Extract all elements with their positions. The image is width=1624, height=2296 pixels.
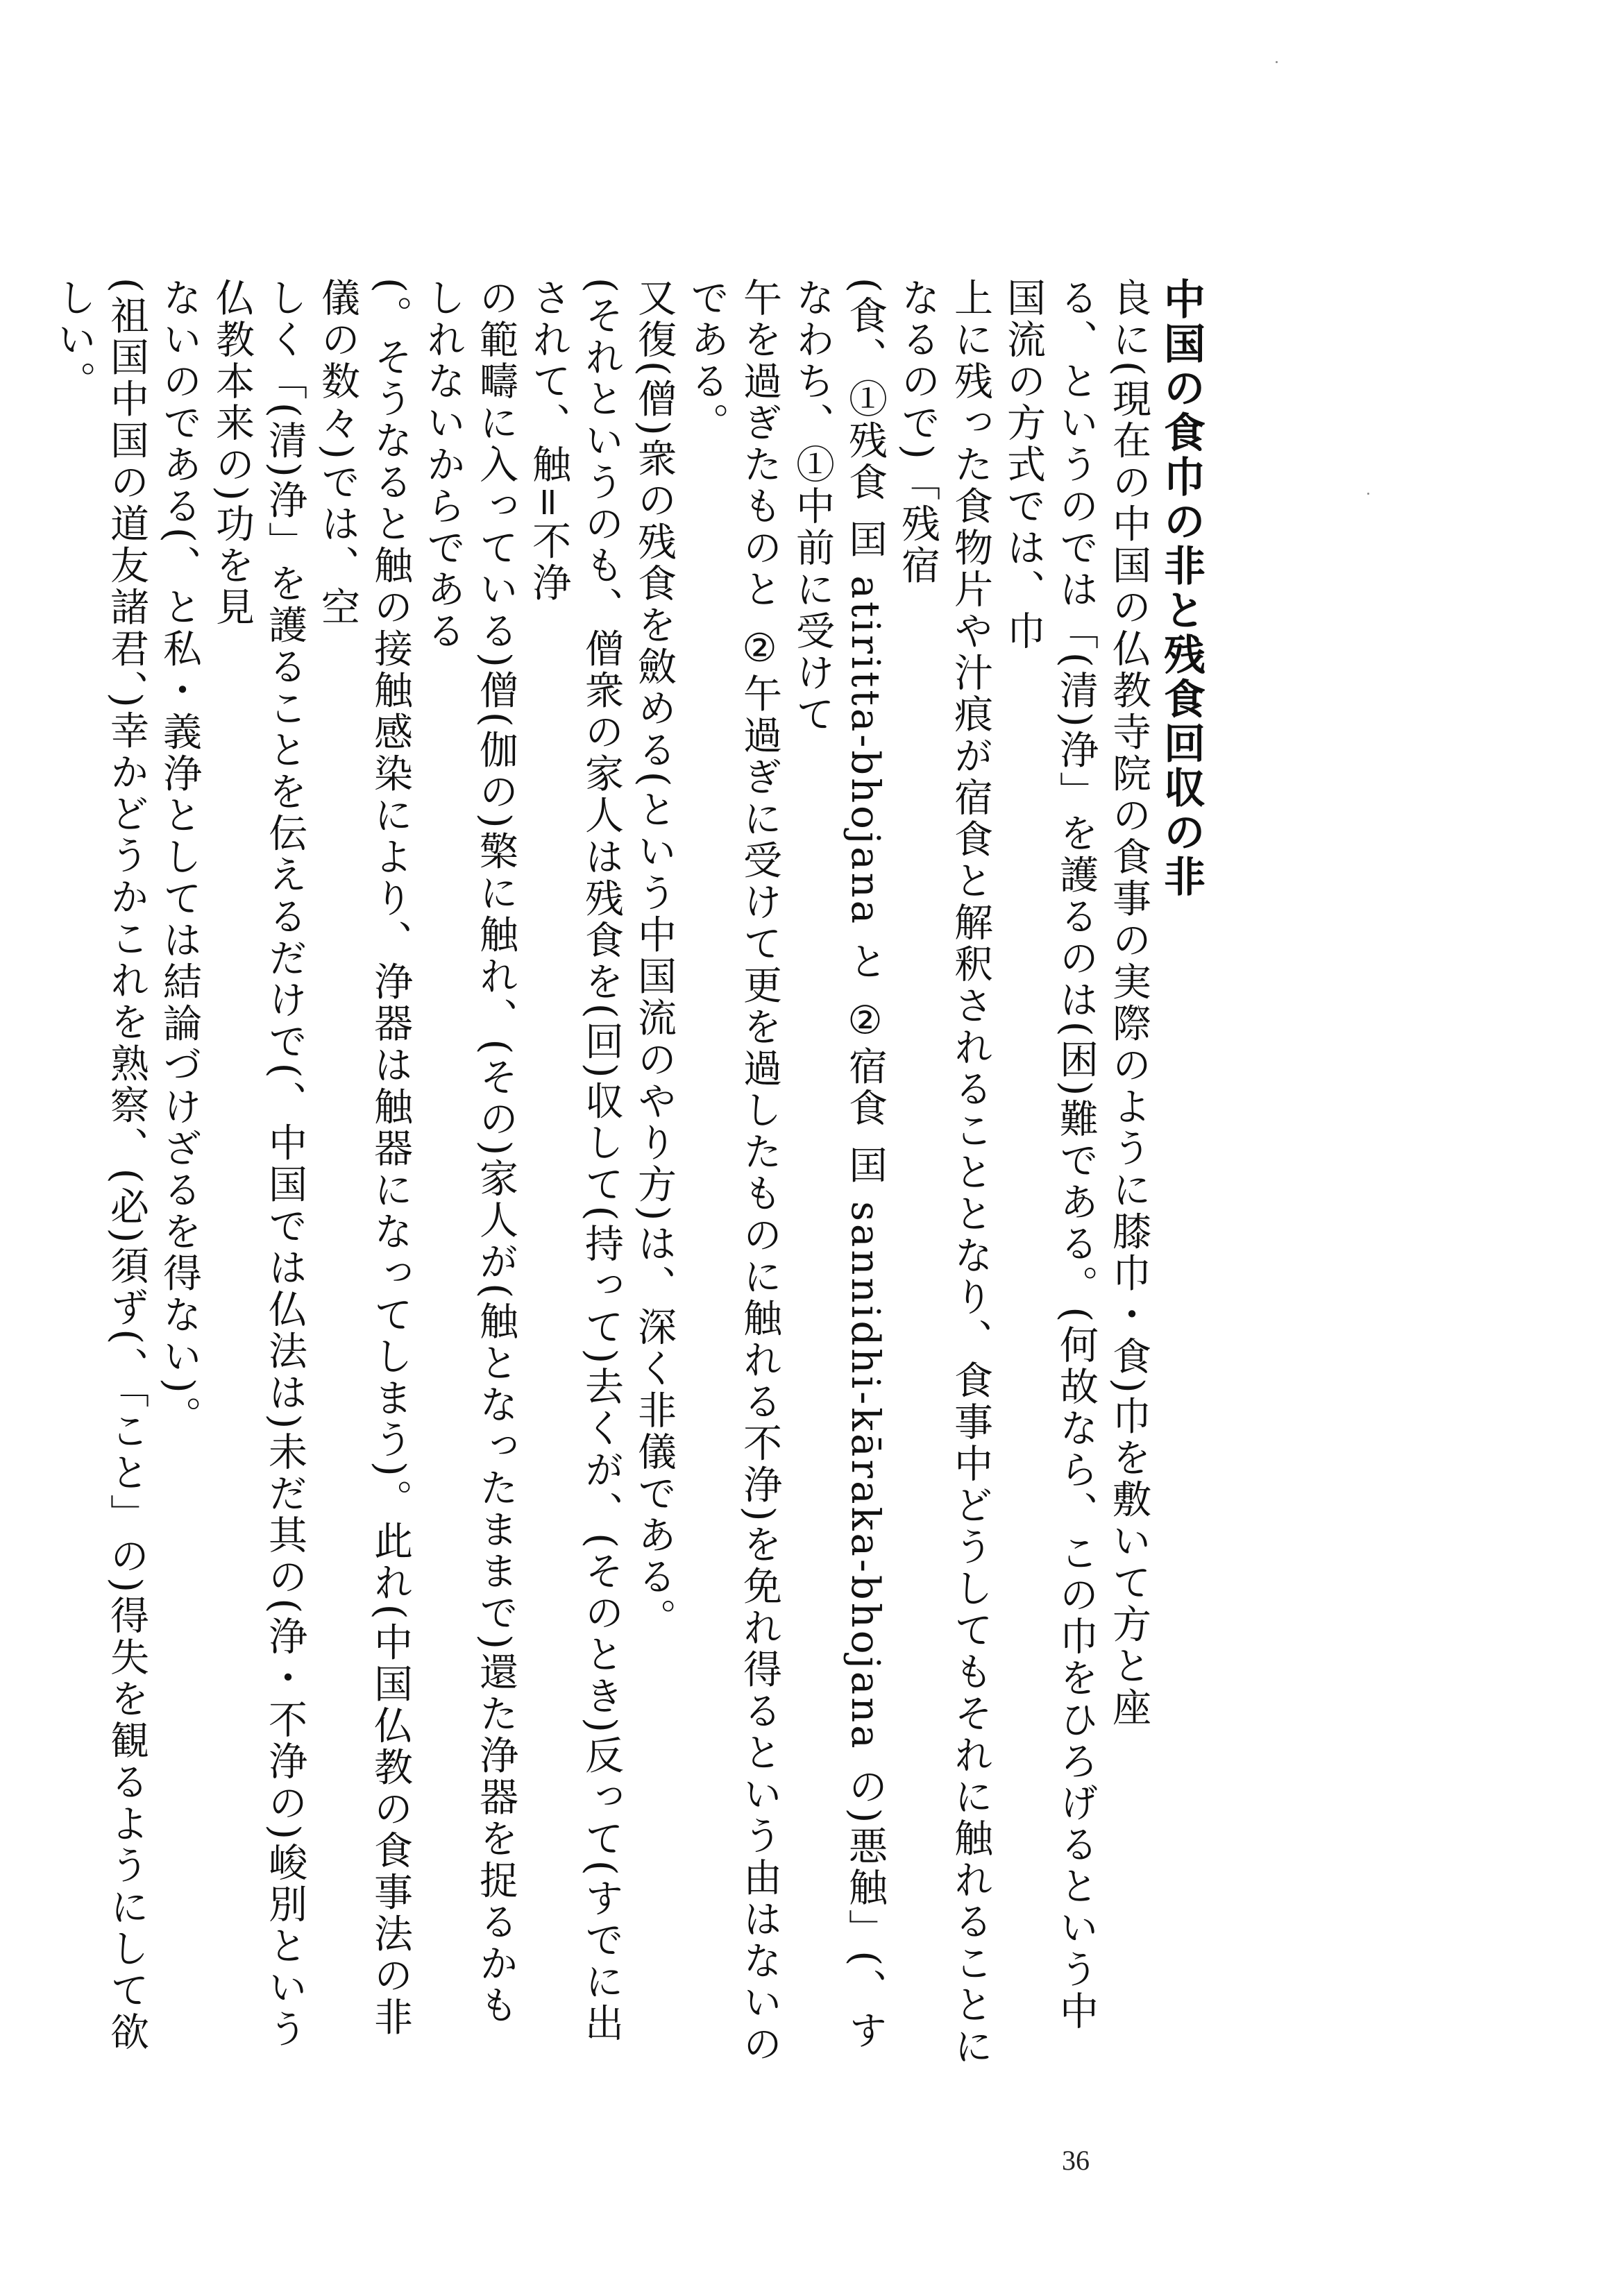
body-line: (。そうなると触の接触感染により、浄器は触器になってしまう)。此れ(中国仏教の食事法の非儀の数々)では、空 [315, 278, 413, 2039]
body-line: (祖国中国の道友諸君、)幸かどうかこれを熟察、(必)須ず(、「こと」の)得失を観るようにして欲しい。 [51, 278, 149, 2054]
body-line: (食、①残食 囯 atiritta-bhojana と ②宿食 囯 sannidhi-kāraka-bhojana の)悪触」(、すなわち、①中前に受けて [790, 278, 888, 2052]
body-line: る、というのでは「(清)浄」を護るのは(困)難である。(何故なら、この巾をひろげるという中国流の方式では、巾 [1001, 278, 1099, 2033]
body-line: 又復(僧)衆の残食を斂める(という中国流のやり方)は、深く非儀である。 [632, 278, 677, 1640]
vertical-text-block [0, 278, 1208, 2068]
body-line: (それというのも、僧衆の家人は残食を(回)収して(持って)去くが、(そのとき)反って(すでに出されて、触=不浄 [526, 278, 624, 2045]
scan-speck [1276, 61, 1278, 63]
page-number: 36 [1062, 2145, 1090, 2176]
body-line: 午を過ぎたものと ②午過ぎに受けて更を過したものに触れる不浄)を免れ得るという由はないのである。 [684, 278, 782, 2066]
body-line: の範疇に入っている)僧(伽の)檠に触れ、(その)家人が(触となったままで)還た浄器を捉るかもしれないからである [421, 278, 518, 2027]
scan-speck [1367, 493, 1369, 495]
lead-line: 良に(現在の中国の仏教寺院の食事の実際のように膝巾・食)巾を敷いて方と座 [1106, 278, 1151, 1729]
body-line: 上に残った食物片や汁痕が宿食と解釈されることとなり、食事中どうしてもそれに触れることになるので)「残宿 [895, 278, 993, 2068]
section-heading: 中国の食巾の非と残食回収の非 [1157, 278, 1206, 899]
body-line: ないのである(、と私・義浄としては結論づけざるを得ない)。 [157, 278, 202, 1438]
body-line: しく「(清)浄」を護ることを伝えるだけで(、中国では仏法は)未だ其の(浄・不浄の)峻別という仏教本来の)功を見 [210, 278, 307, 2051]
